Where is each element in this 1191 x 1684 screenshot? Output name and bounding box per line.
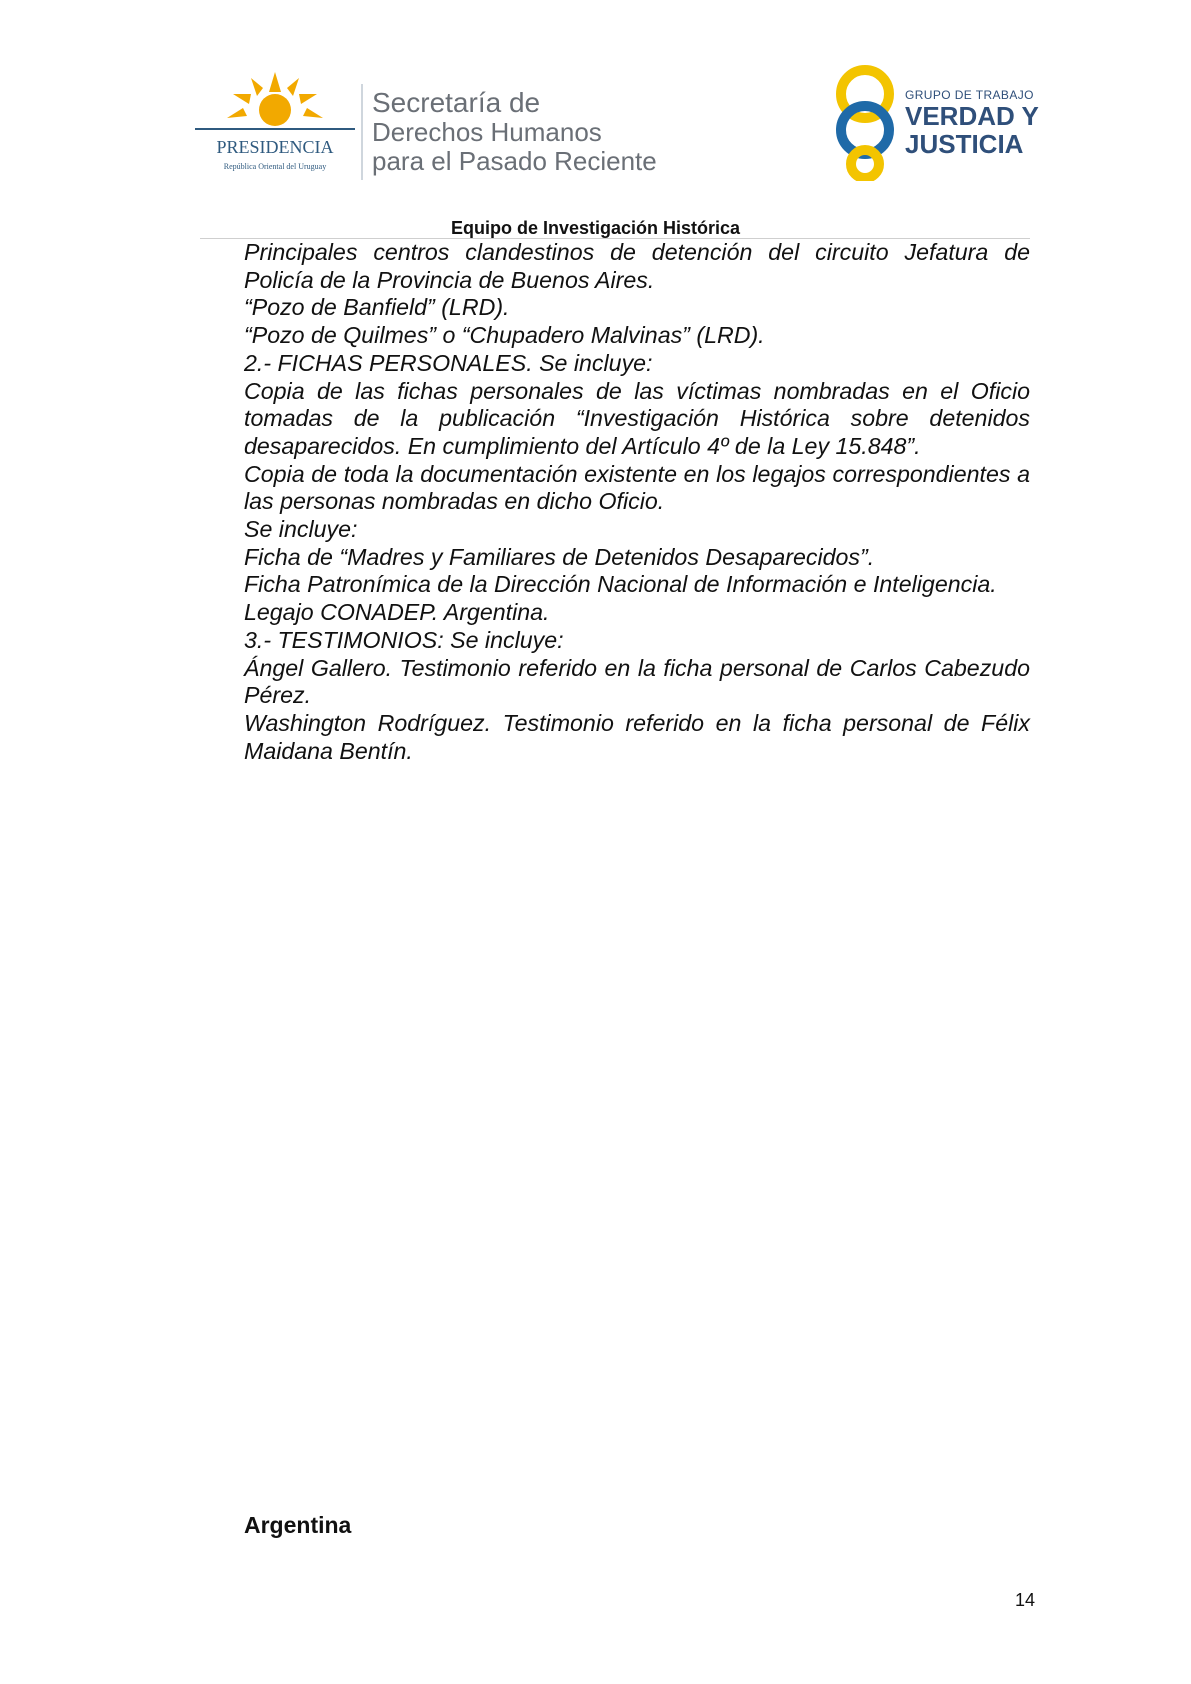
paragraph: 2.- FICHAS PERSONALES. Se incluye: (244, 349, 653, 376)
presidencia-logo-title: PRESIDENCIA (216, 137, 334, 157)
paragraph: Principales centros clandestinos de detención del circuito Jefatura de Policía de la Provincia de Buenos Aires. (244, 239, 1030, 293)
section-title: Argentina (244, 1512, 352, 1538)
secretaria-title (372, 88, 732, 176)
page-header (0, 0, 1191, 240)
gtvj-logo (820, 56, 910, 181)
paragraph: Ficha de “Madres y Familiares de Detenidos Desaparecidos”. (244, 543, 875, 570)
paragraph: Ángel Gallero. Testimonio referido en la ficha personal de Carlos Cabezudo Pérez. (244, 654, 1030, 709)
paragraph: Ficha Patronímica de la Dirección Nacional de Información e Inteligencia. (244, 571, 997, 598)
paragraph: Legajo CONADEP. Argentina. (244, 599, 550, 626)
gtvj-line2: VERDAD Y (905, 101, 1039, 131)
paragraph: 3.- TESTIMONIOS: Se incluye: (244, 626, 564, 653)
paragraph: Copia de las fichas personales de las víctimas nombradas en el Oficio tomadas de la publicación “Investigación Histórica sobre detenidos desaparecidos. En cumplimiento del Artículo 4º de la Ley 15.848”. (244, 377, 1030, 459)
paragraph: “Pozo de Banfield” (LRD). (244, 294, 510, 321)
gtvj-wordmark (905, 88, 1075, 158)
gtvj-line1: GRUPO DE TRABAJO (905, 88, 1034, 102)
gtvj-line3: JUSTICIA (905, 129, 1024, 159)
secretaria-line1: Secretaría de (372, 87, 541, 118)
document-body (244, 239, 1030, 765)
page-number: 14 (1014, 1590, 1035, 1610)
paragraph: Copia de toda la documentación existente en los legajos correspondientes a las personas nombradas en dicho Oficio. (244, 460, 1030, 515)
paragraph: “Pozo de Quilmes” o “Chupadero Malvinas” (LRD). (244, 322, 765, 349)
secretaria-line3: para el Pasado Reciente (372, 146, 657, 176)
paragraph: Washington Rodríguez. Testimonio referido en la ficha personal de Félix Maidana Bentín. (244, 709, 1030, 764)
presidencia-logo-subtitle: República Oriental del Uruguay (223, 162, 327, 171)
team-title: Equipo de Investigación Histórica (450, 218, 741, 238)
secretaria-line2: Derechos Humanos (372, 117, 602, 147)
header-logo-divider (361, 84, 363, 180)
presidencia-logo (195, 70, 355, 180)
paragraph: Se incluye: (244, 516, 358, 543)
